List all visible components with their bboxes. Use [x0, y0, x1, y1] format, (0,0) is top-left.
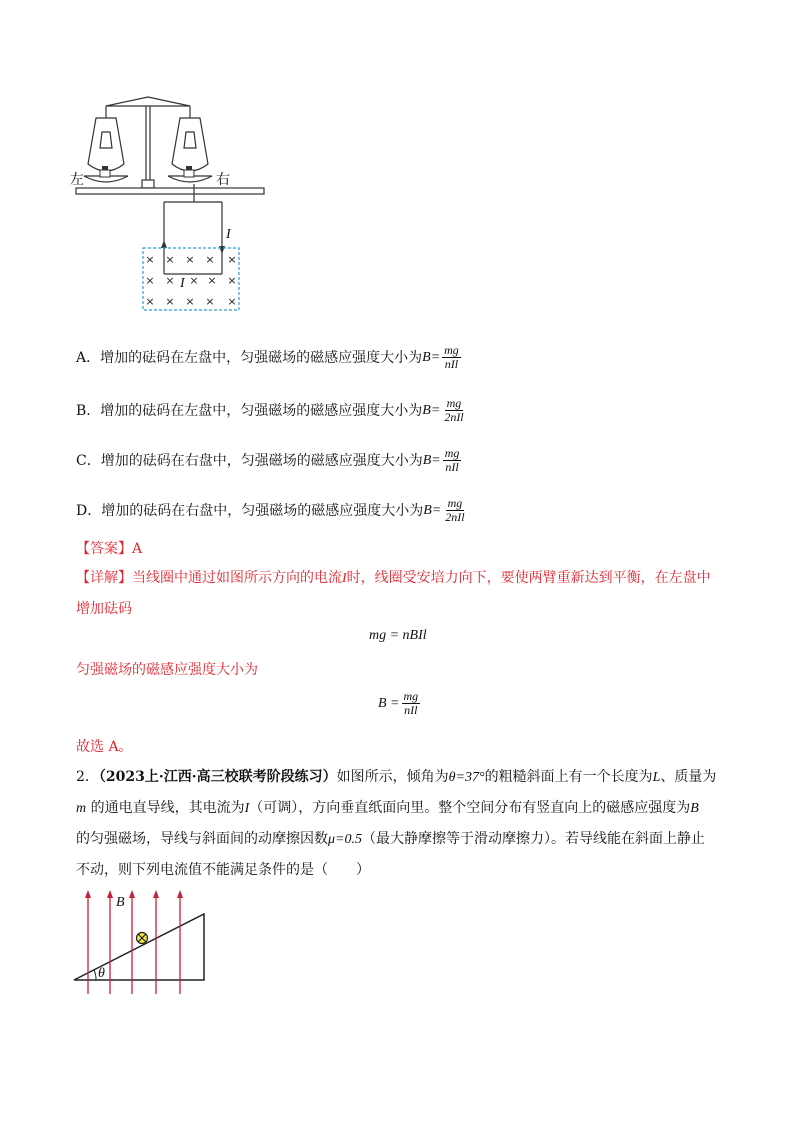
option-letter: C． — [76, 452, 101, 469]
equation-2-fraction: $\frac{mg}{\text{nIl}}$ — [403, 689, 419, 717]
question-text: 的粗糙斜面上有一个长度为 — [484, 769, 653, 785]
explanation-line-3: 匀强磁场的磁感应强度大小为 — [76, 662, 258, 678]
question-text: 、质量为 — [660, 769, 717, 785]
option-text: 增加的砝码在右盘中，匀强磁场的磁感应强度大小为 — [100, 452, 423, 469]
current-label-inner: I — [180, 276, 185, 291]
angle-label: θ — [98, 966, 105, 981]
option-var: B — [422, 402, 431, 418]
equation-2 — [378, 690, 420, 717]
option-fraction: $\frac{mg}{\text{2nIl}}$ — [445, 496, 465, 524]
option-var: B — [422, 452, 432, 468]
field-cross: × — [185, 295, 195, 308]
explanation-conclusion: 故选 A。 — [76, 739, 133, 755]
field-cross: × — [227, 274, 237, 287]
option-eq: = — [431, 452, 441, 468]
question-2-line-1 — [76, 767, 716, 788]
question-source: （2023上·江西·高三校联考阶段练习） — [98, 769, 337, 785]
balance-figure — [70, 92, 270, 317]
question-2-line-2 — [76, 798, 699, 819]
option-text: 增加的砝码在右盘中，匀强磁场的磁感应强度大小为 — [101, 502, 424, 519]
option-letter: D． — [76, 502, 102, 519]
explanation-line-2: 增加砝码 — [76, 601, 132, 617]
option-eq: = — [430, 349, 441, 365]
field-cross: × — [165, 295, 175, 308]
field-cross: × — [205, 295, 215, 308]
field-cross: × — [145, 274, 155, 287]
question-number: 2． — [76, 769, 99, 785]
option-var: B — [423, 502, 432, 518]
explanation-text: 当线圈中通过如图所示方向的电流 — [132, 570, 342, 586]
question-math: m — [76, 801, 87, 816]
question-2-line-3 — [76, 829, 705, 850]
question-text: 如图所示，倾角为 — [336, 769, 449, 785]
question-text: 的通电直导线，其电流为 — [86, 800, 245, 816]
option-c[interactable] — [76, 447, 461, 474]
option-d[interactable] — [76, 497, 467, 524]
question-math: B — [690, 801, 699, 816]
option-fraction: $\frac{mg}{\text{nIl}}$ — [444, 446, 460, 474]
explanation-line-1 — [76, 568, 711, 589]
option-text: 增加的砝码在左盘中，匀强磁场的磁感应强度大小为 — [100, 349, 423, 366]
answer-value: A — [132, 541, 143, 557]
field-label: B — [116, 895, 125, 910]
field-cross: × — [189, 274, 199, 287]
question-math: μ=0.5 — [328, 832, 362, 847]
explanation-label: 【详解】 — [76, 570, 132, 586]
field-cross: × — [165, 253, 175, 266]
option-fraction: $\frac{mg}{\text{nIl}}$ — [444, 343, 459, 371]
right-pan-label: 右 — [216, 172, 230, 188]
answer-label: 【答案】 — [76, 541, 132, 557]
option-var: B — [422, 349, 431, 365]
field-cross: × — [185, 253, 195, 266]
left-pan-label: 左 — [70, 172, 84, 188]
option-letter: A． — [76, 349, 101, 366]
equation-1: mg = nBIl — [369, 628, 427, 643]
question-math: L — [652, 770, 661, 785]
incline-figure — [70, 888, 220, 998]
option-text: 增加的砝码在左盘中，匀强磁场的磁感应强度大小为 — [100, 402, 423, 419]
question-text: 的匀强磁场，导线与斜面间的动摩擦因数 — [76, 831, 328, 847]
question-2-line-4: 不动，则下列电流值不能满足条件的是（ ） — [76, 862, 370, 878]
answer-line — [76, 539, 142, 559]
question-math: I — [244, 801, 250, 816]
field-cross: × — [145, 253, 155, 266]
field-cross: × — [227, 253, 237, 266]
question-math: θ=37° — [448, 770, 485, 785]
question-text: （最大静摩擦等于滑动摩擦力）。若导线能在斜面上静止 — [361, 831, 705, 847]
field-cross: × — [227, 295, 237, 308]
explanation-var: I — [342, 571, 347, 586]
option-letter: B． — [76, 402, 101, 419]
option-eq: = — [430, 402, 441, 418]
option-a[interactable] — [76, 344, 461, 371]
field-cross: × — [205, 253, 215, 266]
field-cross: × — [207, 274, 217, 287]
current-label-outer: I — [226, 227, 231, 242]
field-cross: × — [165, 274, 175, 287]
explanation-text: 时，线圈受安培力向下，要使两臂重新达到平衡，在左盘中 — [346, 570, 711, 586]
question-text: （可调），方向垂直纸面向里。整个空间分布有竖直向上的磁感应强度为 — [249, 800, 691, 816]
equation-2-var: B = — [378, 695, 400, 711]
option-eq: = — [431, 502, 442, 518]
option-fraction: $\frac{mg}{\text{2nIl}}$ — [444, 396, 464, 424]
option-b[interactable] — [76, 397, 466, 424]
field-cross: × — [145, 295, 155, 308]
